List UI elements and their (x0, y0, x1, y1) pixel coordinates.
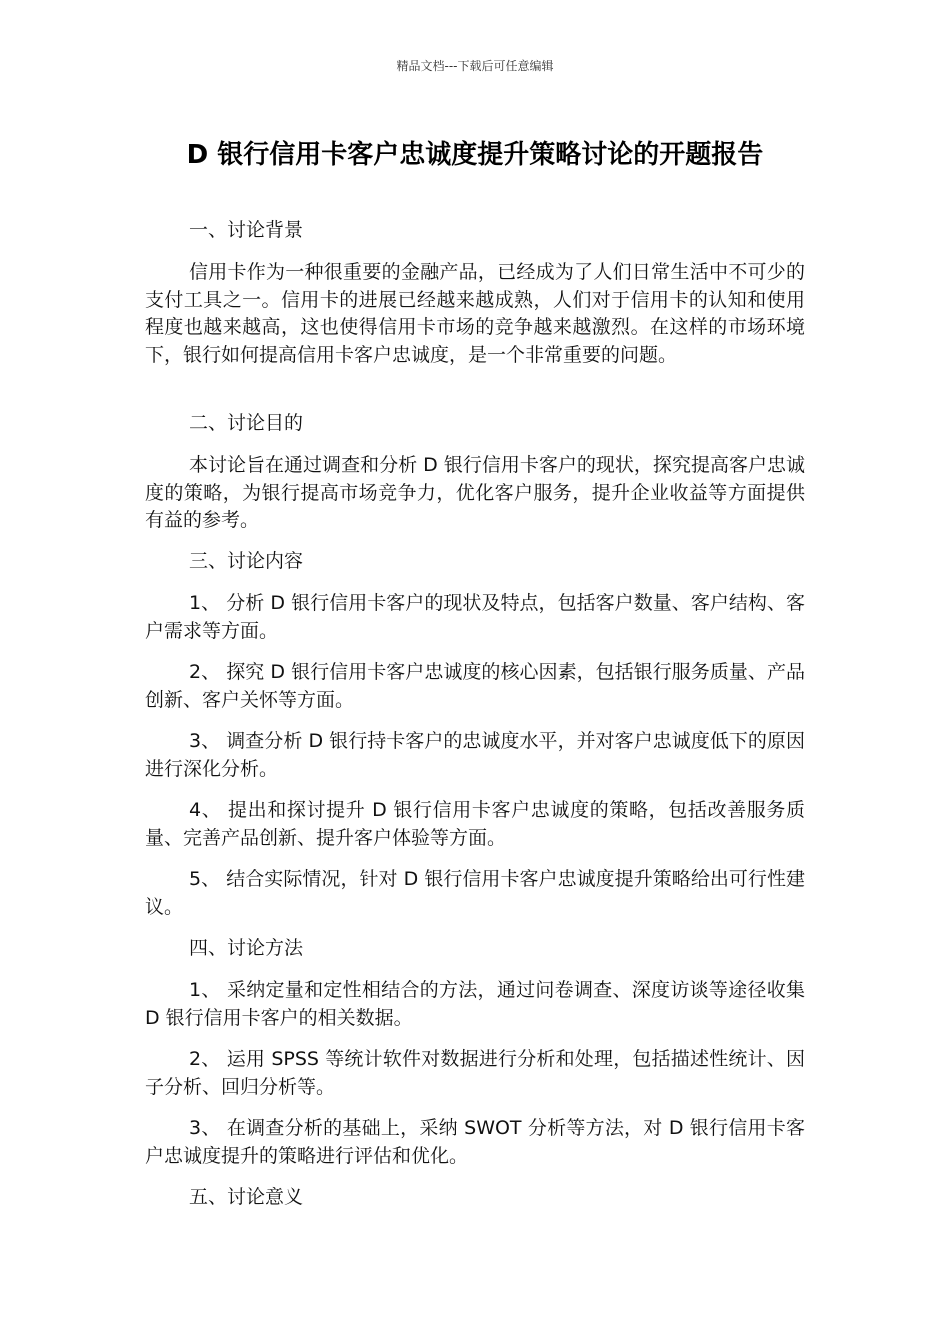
section-heading-content: 三、讨论内容 (189, 550, 304, 572)
list-item-content-2: 2、 探究 D 银行信用卡客户忠诚度的核心因素，包括银行服务质量、产品创新、客户关怀等方面。 (145, 661, 805, 711)
section-heading-significance: 五、讨论意义 (189, 1186, 304, 1208)
header-note: 精品文档---下载后可任意编辑 (396, 59, 554, 73)
list-item-content-5: 5、 结合实际情况，针对 D 银行信用卡客户忠诚度提升策略给出可行性建议。 (145, 868, 805, 918)
list-item-method-1: 1、 采纳定量和定性相结合的方法，通过问卷调查、深度访谈等途径收集 D 银行信用卡客户的相关数据。 (145, 979, 805, 1029)
document-title: D 银行信用卡客户忠诚度提升策略讨论的开题报告 (186, 140, 764, 170)
section-heading-method: 四、讨论方法 (189, 937, 304, 959)
paragraph-purpose: 本讨论旨在通过调查和分析 D 银行信用卡客户的现状，探究提高客户忠诚度的策略，为银行提高市场竞争力，优化客户服务，提升企业收益等方面提供有益的参考。 (145, 454, 805, 531)
section-heading-purpose: 二、讨论目的 (189, 412, 304, 434)
section-heading-background: 一、讨论背景 (189, 219, 304, 241)
list-item-content-4: 4、 提出和探讨提升 D 银行信用卡客户忠诚度的策略，包括改善服务质量、完善产品创新、提升客户体验等方面。 (145, 799, 805, 849)
list-item-method-2: 2、 运用 SPSS 等统计软件对数据进行分析和处理，包括描述性统计、因子分析、回归分析等。 (145, 1048, 805, 1098)
list-item-method-3: 3、 在调查分析的基础上，采纳 SWOT 分析等方法，对 D 银行信用卡客户忠诚度提升的策略进行评估和优化。 (145, 1117, 805, 1167)
list-item-content-3: 3、 调查分析 D 银行持卡客户的忠诚度水平，并对客户忠诚度低下的原因进行深化分析。 (145, 730, 805, 780)
paragraph-background: 信用卡作为一种很重要的金融产品，已经成为了人们日常生活中不可少的支付工具之一。信用卡的进展已经越来越成熟，人们对于信用卡的认知和使用程度也越来越高，这也使得信用卡市场的竞争越来越激烈。在这样的市场环境下，银行如何提高信用卡客户忠诚度，是一个非常重要的问题。 (145, 261, 805, 366)
list-item-content-1: 1、 分析 D 银行信用卡客户的现状及特点，包括客户数量、客户结构、客户需求等方面。 (145, 592, 805, 642)
